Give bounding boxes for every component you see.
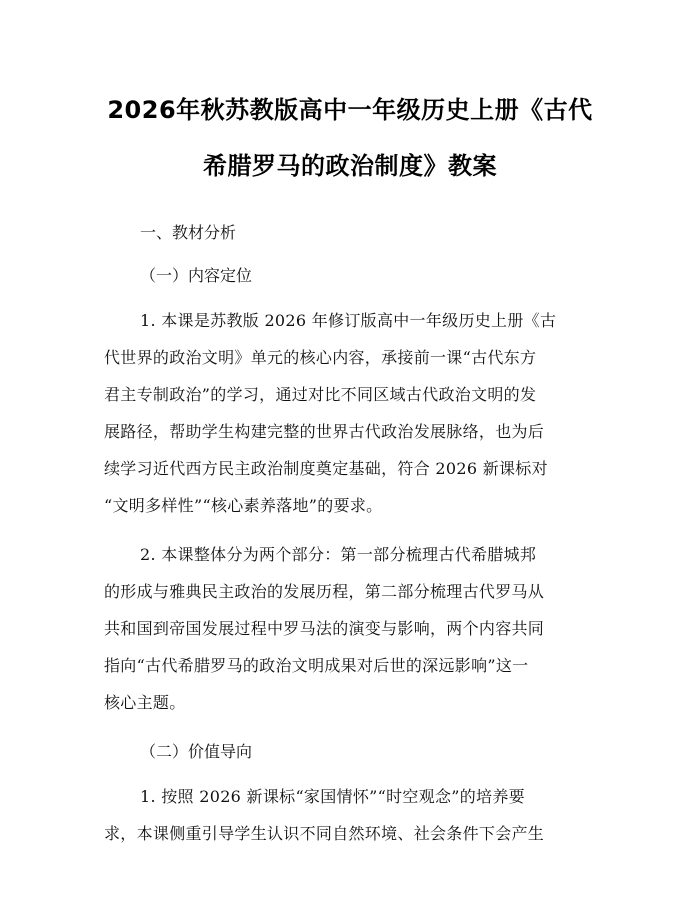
document-body bbox=[104, 214, 596, 852]
subsection-heading-value-orientation: （二）价值导向 bbox=[140, 742, 253, 761]
title-line-1: 2026年秋苏教版高中一年级历史上册《古代 bbox=[107, 96, 593, 124]
paragraph-2-line: 共和国到帝国发展过程中罗马法的演变与影响，两个内容共同 bbox=[104, 619, 545, 638]
paragraph-3 bbox=[104, 778, 596, 852]
title-line-2: 希腊罗马的政治制度》教案 bbox=[203, 152, 497, 180]
paragraph-2-line: 2. 本课整体分为两个部分：第一部分梳理古代希腊城邦 bbox=[140, 545, 537, 564]
document-title bbox=[104, 0, 596, 194]
paragraph-1-line: “文明多样性”“核心素养落地”的要求。 bbox=[104, 496, 383, 515]
paragraph-2-line: 的形成与雅典民主政治的发展历程，第二部分梳理古代罗马从 bbox=[104, 582, 545, 601]
paragraph-1-line: 展路径，帮助学生构建完整的世界古代政治发展脉络，也为后 bbox=[104, 422, 545, 441]
paragraph-2-line: 指向“古代希腊罗马的政治文明成果对后世的深远影响”这一 bbox=[104, 656, 529, 675]
paragraph-3-line: 求，本课侧重引导学生认识不同自然环境、社会条件下会产生 bbox=[104, 824, 545, 843]
paragraph-1-line: 君主专制政治”的学习，通过对比不同区域古代政治文明的发 bbox=[104, 385, 537, 404]
paragraph-1 bbox=[104, 302, 596, 524]
subsection-heading-content-positioning: （一）内容定位 bbox=[140, 266, 253, 285]
paragraph-1-line: 续学习近代西方民主政治制度奠定基础，符合 2026 新课标对 bbox=[104, 459, 548, 478]
paragraph-2-line: 核心主题。 bbox=[104, 693, 186, 712]
paragraph-3-line: 1. 按照 2026 新课标“家国情怀”“时空观念”的培养要 bbox=[140, 787, 525, 806]
paragraph-1-line: 代世界的政治文明》单元的核心内容，承接前一课“古代东方 bbox=[104, 348, 537, 367]
section-heading-textbook-analysis: 一、教材分析 bbox=[140, 223, 237, 242]
paragraph-1-line: 1. 本课是苏教版 2026 年修订版高中一年级历史上册《古 bbox=[140, 311, 557, 330]
paragraph-2 bbox=[104, 536, 596, 721]
